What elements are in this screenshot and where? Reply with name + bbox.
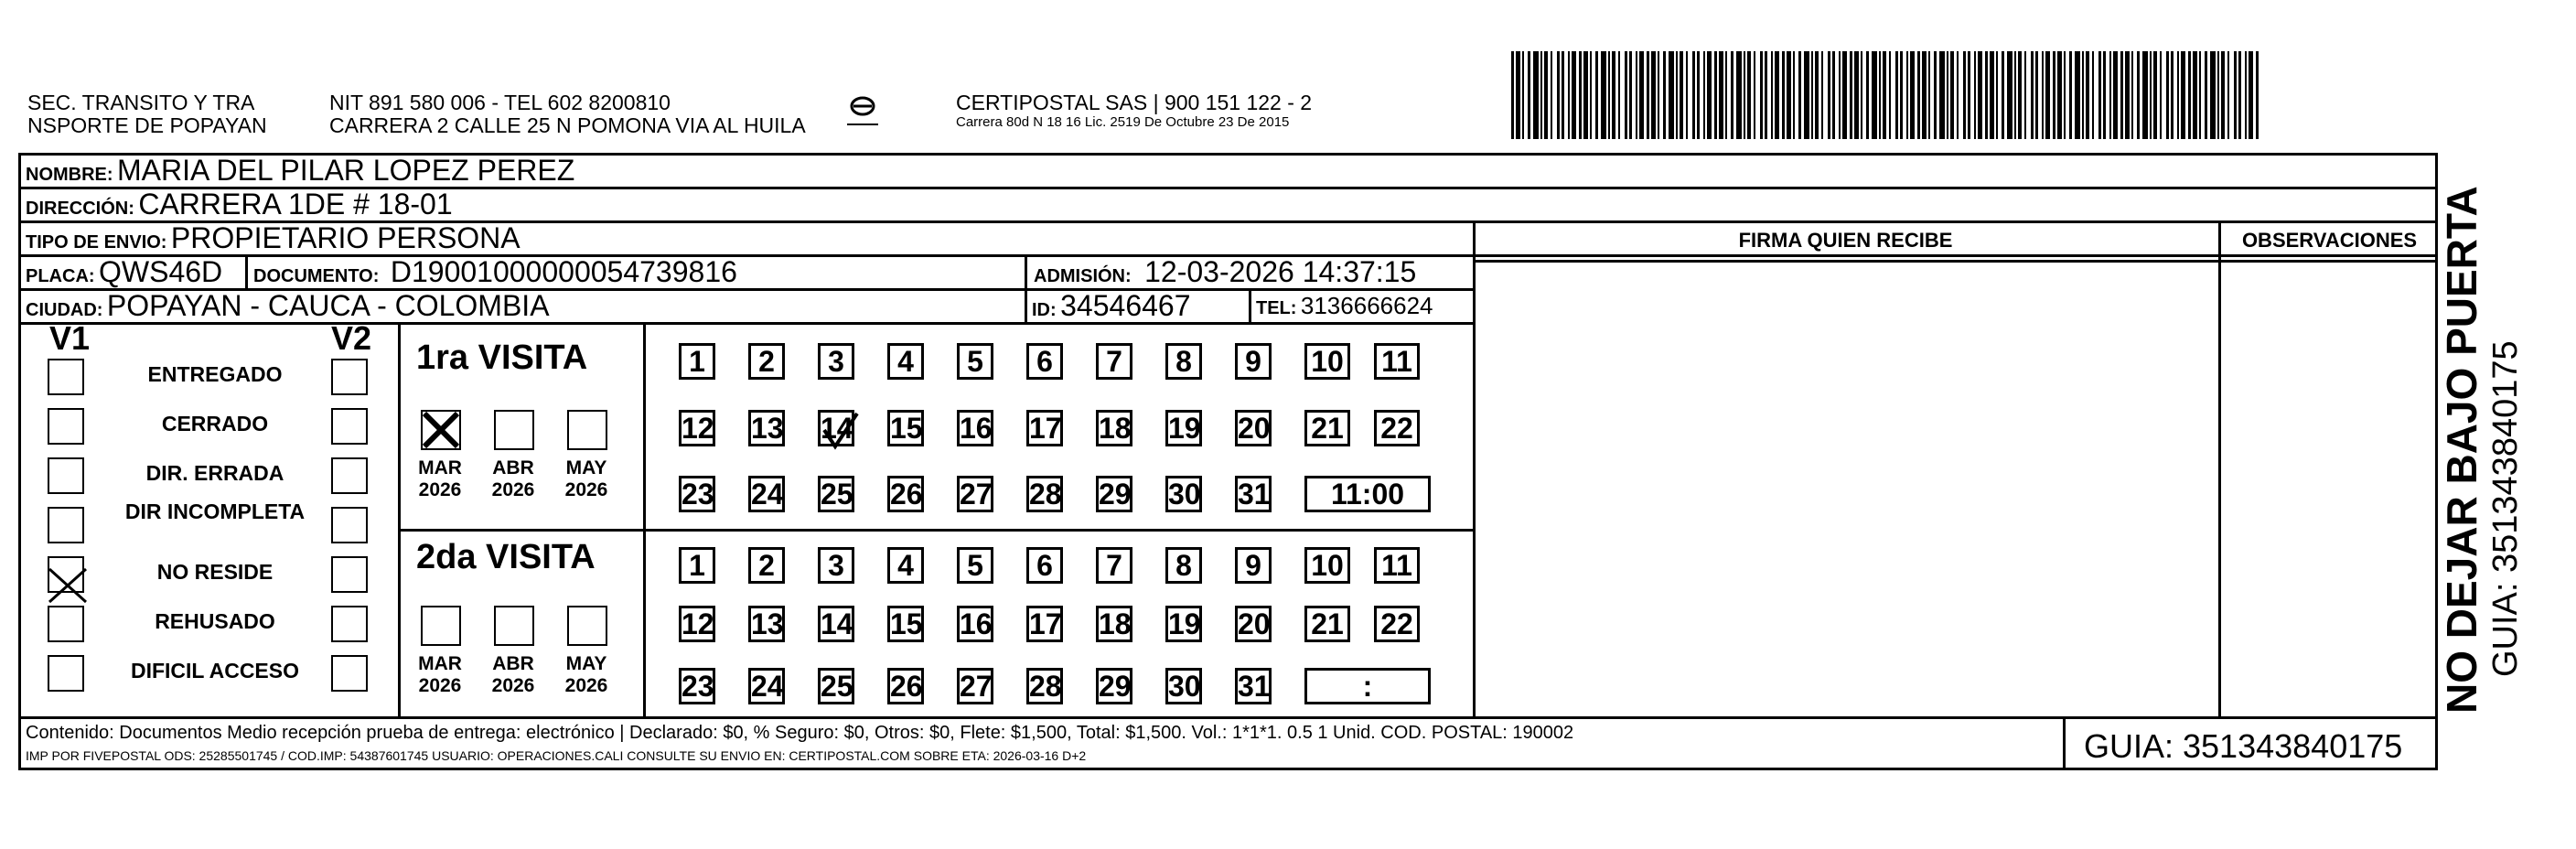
barcode-bar	[1725, 51, 1727, 139]
barcode-bar	[1595, 51, 1598, 139]
day-box[interactable]: 16	[957, 410, 993, 446]
day-box[interactable]: 9	[1235, 343, 1272, 380]
barcode-bar	[1669, 51, 1674, 139]
barcode-bar	[2171, 51, 2174, 139]
tel-field: TEL: 3136666624	[1256, 292, 1433, 319]
barcode-bar	[2018, 51, 2022, 139]
barcode-bar	[1957, 51, 1959, 139]
barcode-bar	[1922, 51, 1927, 139]
month-label: MAY 2026	[564, 457, 608, 500]
day-box[interactable]: 10	[1304, 343, 1350, 380]
admision-field: ADMISIÓN: 12-03-2026 14:37:15	[1034, 255, 1417, 288]
barcode-bar	[2227, 51, 2229, 139]
barcode-bar	[2031, 51, 2034, 139]
barcode-bar	[1821, 51, 1823, 139]
barcode-bar	[2245, 51, 2247, 139]
month-label: MAY 2026	[564, 653, 608, 696]
barcode-bar	[2064, 51, 2066, 139]
barcode-bar	[2177, 51, 2179, 139]
reason-label: ENTREGADO	[147, 362, 283, 386]
barcode-bar	[2234, 51, 2237, 139]
barcode-bar	[2035, 51, 2038, 139]
barcode-bar	[1804, 51, 1809, 139]
v1-checkbox[interactable]	[48, 408, 84, 445]
month-checkbox[interactable]	[421, 606, 461, 646]
barcode-bar	[1697, 51, 1700, 139]
barcode-bar	[2113, 51, 2118, 139]
day-box[interactable]: 21	[1304, 410, 1350, 446]
day-box[interactable]: 10	[1304, 547, 1350, 584]
barcode-bar	[2086, 51, 2089, 139]
barcode-bar	[1895, 51, 1898, 139]
barcode-bar	[1950, 51, 1954, 139]
barcode-bar	[2150, 51, 2152, 139]
v1-checkbox[interactable]	[48, 655, 84, 692]
barcode-bar	[1568, 51, 1570, 139]
sender-nit: NIT 891 580 006 - TEL 602 8200810 CARRERA 2 CALLE 25 N POMONA VIA AL HUILA	[329, 91, 806, 137]
barcode-bar	[1686, 51, 1688, 139]
v1-checkbox[interactable]	[48, 606, 84, 642]
barcode-bar	[1572, 51, 1576, 139]
barcode-bar	[1719, 51, 1723, 139]
nombre-value: MARIA DEL PILAR LOPEZ PEREZ	[117, 154, 575, 187]
barcode-bar	[2082, 51, 2084, 139]
barcode-bar	[2120, 51, 2123, 139]
month-checkbox[interactable]	[567, 606, 607, 646]
barcode-bar	[2199, 51, 2201, 139]
v2-checkbox[interactable]	[331, 655, 368, 692]
barcode-bar	[1590, 51, 1592, 139]
day-box[interactable]: 31	[1235, 668, 1272, 704]
month-label: MAR 2026	[418, 653, 462, 696]
day-box[interactable]: 31	[1235, 476, 1272, 512]
barcode-bar	[1601, 51, 1606, 139]
day-14-checkmark	[821, 410, 861, 450]
barcode-bar	[1985, 51, 1988, 139]
day-box[interactable]: 17	[1026, 410, 1063, 446]
barcode-bar	[1775, 51, 1779, 139]
observaciones-header: OBSERVACIONES	[2241, 229, 2418, 252]
day-box[interactable]: 16	[957, 606, 993, 642]
barcode-bar	[1947, 51, 1948, 139]
barcode-bar	[1663, 51, 1666, 139]
footer-details: IMP POR FIVEPOSTAL ODS: 25285501745 / COD.IMP: 54387601745 USUARIO: OPERACIONES.CALI CONSULTE SU ENVIO EN: CERTIPOSTAL.COM SOBRE ETA: 2026-03-16 D+2	[26, 748, 1087, 763]
barcode-bar	[1939, 51, 1945, 139]
barcode-bar	[2160, 51, 2162, 139]
day-box[interactable]: 1	[679, 547, 715, 584]
barcode-bar	[2053, 51, 2055, 139]
reason-label: DIR. ERRADA	[145, 461, 284, 485]
barcode-bar	[2188, 51, 2191, 139]
tipo-envio-value: PROPIETARIO PERSONA	[170, 221, 521, 254]
day-box[interactable]: 4	[887, 547, 924, 584]
barcode-bar	[1765, 51, 1767, 139]
barcode-bar	[2092, 51, 2094, 139]
barcode-bar	[1760, 51, 1763, 139]
day-box[interactable]: 29	[1096, 476, 1132, 512]
admision-value: 12-03-2026 14:37:15	[1144, 255, 1417, 288]
barcode-bar	[2007, 51, 2012, 139]
barcode-bar	[1872, 51, 1877, 139]
barcode-bar	[2142, 51, 2148, 139]
sender-name: SEC. TRANSITO Y TRA NSPORTE DE POPAYAN	[27, 91, 267, 137]
day-box[interactable]: 25	[818, 476, 854, 512]
barcode-bar	[2098, 51, 2101, 139]
barcode-bar	[1608, 51, 1610, 139]
barcode-bar	[1583, 51, 1588, 139]
barcode-bar	[1990, 51, 1994, 139]
day-box[interactable]: 7	[1096, 547, 1132, 584]
first-visit-time[interactable]: 11:00	[1304, 476, 1431, 512]
barcode-bar	[1562, 51, 1564, 139]
barcode-bar	[2042, 51, 2044, 139]
documento-value: D19001000000054739816	[390, 255, 737, 288]
day-box[interactable]: 26	[887, 476, 924, 512]
day-box[interactable]: 27	[957, 476, 993, 512]
barcode-bar	[1889, 51, 1891, 139]
tel-value: 3136666624	[1300, 292, 1433, 319]
barcode-bar	[1744, 51, 1745, 139]
barcode-bar	[1883, 51, 1886, 139]
reason-label: CERRADO	[161, 412, 269, 435]
side-warning: NO DEJAR BAJO PUERTA	[2438, 186, 2485, 714]
barcode-bar	[1793, 51, 1795, 139]
day-box[interactable]: 25	[818, 668, 854, 704]
barcode-bar	[1771, 51, 1773, 139]
day-box[interactable]: 19	[1165, 606, 1202, 642]
v1-checkbox[interactable]	[48, 507, 84, 543]
day-box[interactable]: 24	[748, 476, 785, 512]
barcode-bar	[1516, 51, 1520, 139]
day-box[interactable]: 24	[748, 668, 785, 704]
barcode-bar	[1854, 51, 1859, 139]
day-box[interactable]: 4	[887, 343, 924, 380]
direccion-row: DIRECCIÓN: CARRERA 1DE # 18-01	[26, 188, 453, 220]
ciudad-field: CIUDAD: POPAYAN - CAUCA - COLOMBIA	[26, 289, 550, 322]
barcode-bar	[1647, 51, 1649, 139]
footer-content: Contenido: Documentos Medio recepción prueba de entrega: electrónico | Declarado: $0, % Seguro: $0, Otros: $0, Flete: $1,500, Total: $1,500. Vol.: 1*1*1. 0.5 1 Unid. COD. POSTAL: 190002	[26, 723, 1574, 743]
day-box[interactable]: 2	[748, 547, 785, 584]
barcode-bar	[1651, 51, 1656, 139]
month-mar-checkmark	[421, 410, 461, 450]
barcode-bar	[2002, 51, 2004, 139]
barcode-bar	[1828, 51, 1830, 139]
day-box[interactable]: 22	[1374, 606, 1420, 642]
v1-label: V1	[49, 319, 91, 357]
v1-checkbox[interactable]	[48, 457, 84, 494]
barcode-bar	[2193, 51, 2197, 139]
barcode-bar	[1618, 51, 1620, 139]
reason-label: DIFICIL ACCESO	[130, 659, 299, 682]
barcode-bar	[1879, 51, 1881, 139]
day-box[interactable]: 15	[887, 606, 924, 642]
barcode-bar	[1839, 51, 1841, 139]
barcode-bar	[1736, 51, 1742, 139]
carrier-info: CERTIPOSTAL SAS | 900 151 122 - 2 Carrera 80d N 18 16 Lic. 2519 De Octubre 23 De 2015	[956, 91, 1313, 130]
day-box[interactable]: 12	[679, 606, 715, 642]
barcode-bar	[1680, 51, 1683, 139]
barcode-bar	[1747, 51, 1751, 139]
month-checkbox[interactable]	[567, 410, 607, 450]
day-box[interactable]: 1	[679, 343, 715, 380]
day-box[interactable]: 30	[1165, 668, 1202, 704]
barcode-bar	[1974, 51, 1976, 139]
month-label: ABR 2026	[491, 457, 535, 500]
barcode-bar	[1676, 51, 1678, 139]
barcode-bar	[1511, 51, 1514, 139]
barcode-bar	[1782, 51, 1785, 139]
v2-checkbox[interactable]	[331, 457, 368, 494]
v2-label: V2	[331, 319, 372, 357]
barcode-bar	[1528, 51, 1530, 139]
barcode-bar	[1714, 51, 1717, 139]
barcode	[1511, 51, 2261, 139]
direccion-value: CARRERA 1DE # 18-01	[138, 188, 453, 220]
barcode-bar	[1850, 51, 1852, 139]
v2-checkbox[interactable]	[331, 408, 368, 445]
barcode-bar	[1707, 51, 1712, 139]
side-panel	[2438, 165, 2575, 714]
day-box[interactable]: 9	[1235, 547, 1272, 584]
barcode-bar	[1968, 51, 1970, 139]
barcode-bar	[2256, 51, 2259, 139]
day-box[interactable]: 21	[1304, 606, 1350, 642]
barcode-bar	[1629, 51, 1632, 139]
barcode-bar	[2249, 51, 2253, 139]
reason-label: DIR INCOMPLETA	[124, 500, 306, 523]
v2-checkbox[interactable]	[331, 606, 368, 642]
day-box[interactable]: 3	[818, 547, 854, 584]
day-box[interactable]: 3	[818, 343, 854, 380]
day-box[interactable]: 23	[679, 476, 715, 512]
barcode-bar	[1544, 51, 1548, 139]
day-box[interactable]: 7	[1096, 343, 1132, 380]
day-box[interactable]: 14	[818, 410, 854, 446]
id-field: ID: 34546467	[1032, 289, 1191, 322]
month-checkbox[interactable]	[494, 410, 534, 450]
barcode-bar	[2109, 51, 2111, 139]
barcode-bar	[1996, 51, 1998, 139]
barcode-bar	[1811, 51, 1813, 139]
barcode-bar	[1978, 51, 1982, 139]
barcode-bar	[1551, 51, 1552, 139]
barcode-bar	[1787, 51, 1791, 139]
barcode-bar	[1557, 51, 1560, 139]
barcode-bar	[2217, 51, 2219, 139]
barcode-bar	[2069, 51, 2072, 139]
day-box[interactable]: 19	[1165, 410, 1202, 446]
day-box[interactable]: 6	[1026, 343, 1063, 380]
barcode-bar	[2131, 51, 2133, 139]
placa-value: QWS46D	[99, 255, 223, 288]
day-box[interactable]: 23	[679, 668, 715, 704]
barcode-bar	[1798, 51, 1801, 139]
v1-checkbox[interactable]	[48, 359, 84, 395]
barcode-bar	[1934, 51, 1937, 139]
barcode-bar	[1692, 51, 1695, 139]
barcode-bar	[1639, 51, 1644, 139]
day-box[interactable]: 13	[748, 410, 785, 446]
month-label: MAR 2026	[418, 457, 462, 500]
day-box[interactable]: 20	[1235, 410, 1272, 446]
id-value: 34546467	[1060, 289, 1191, 322]
barcode-bar	[2238, 51, 2241, 139]
day-box[interactable]: 11	[1374, 547, 1420, 584]
barcode-bar	[2153, 51, 2157, 139]
barcode-bar	[1579, 51, 1582, 139]
day-box[interactable]: 5	[957, 547, 993, 584]
barcode-bar	[1754, 51, 1755, 139]
ciudad-value: POPAYAN - CAUCA - COLOMBIA	[106, 289, 550, 322]
day-box[interactable]: 20	[1235, 606, 1272, 642]
month-checkbox[interactable]	[494, 606, 534, 646]
reason-label: NO RESIDE	[156, 560, 274, 584]
barcode-bar	[2210, 51, 2216, 139]
second-visit-title: 2da VISITA	[416, 538, 596, 576]
barcode-bar	[2166, 51, 2169, 139]
barcode-bar	[1625, 51, 1627, 139]
nombre-row: NOMBRE: MARIA DEL PILAR LOPEZ PEREZ	[26, 154, 575, 187]
placa-field: PLACA: QWS46D	[26, 255, 223, 288]
day-box[interactable]: 13	[748, 606, 785, 642]
barcode-bar	[1636, 51, 1637, 139]
side-guia: GUIA: 351343840175	[2486, 340, 2525, 677]
day-box[interactable]: 18	[1096, 410, 1132, 446]
day-box[interactable]: 28	[1026, 476, 1063, 512]
day-box[interactable]: 8	[1165, 343, 1202, 380]
v2-checkbox[interactable]	[331, 507, 368, 543]
day-box[interactable]: 28	[1026, 668, 1063, 704]
barcode-bar	[1928, 51, 1930, 139]
day-box[interactable]: 26	[887, 668, 924, 704]
barcode-bar	[1861, 51, 1862, 139]
barcode-bar	[1540, 51, 1542, 139]
barcode-bar	[1731, 51, 1733, 139]
no-reside-checkmark	[48, 565, 88, 606]
barcode-bar	[1533, 51, 1539, 139]
footer-guia: GUIA: 351343840175	[2084, 727, 2403, 765]
day-box[interactable]: 30	[1165, 476, 1202, 512]
barcode-bar	[2137, 51, 2140, 139]
barcode-bar	[1703, 51, 1705, 139]
day-box[interactable]: 18	[1096, 606, 1132, 642]
barcode-bar	[1612, 51, 1615, 139]
day-box[interactable]: 6	[1026, 547, 1063, 584]
barcode-bar	[1866, 51, 1869, 139]
day-box[interactable]: 11	[1374, 343, 1420, 380]
second-visit-time[interactable]: :	[1304, 668, 1431, 704]
documento-field: DOCUMENTO: D19001000000054739816	[253, 255, 737, 288]
barcode-bar	[1900, 51, 1903, 139]
barcode-bar	[1842, 51, 1847, 139]
day-box[interactable]: 15	[887, 410, 924, 446]
barcode-bar	[2205, 51, 2207, 139]
barcode-bar	[1658, 51, 1659, 139]
day-box[interactable]: 29	[1096, 668, 1132, 704]
day-box[interactable]: 22	[1374, 410, 1420, 446]
barcode-bar	[2103, 51, 2106, 139]
barcode-bar	[1522, 51, 1524, 139]
barcode-bar	[2045, 51, 2050, 139]
day-box[interactable]: 27	[957, 668, 993, 704]
day-box[interactable]: 8	[1165, 547, 1202, 584]
first-visit-title: 1ra VISITA	[416, 339, 588, 377]
barcode-bar	[2057, 51, 2062, 139]
barcode-bar	[1832, 51, 1835, 139]
day-box[interactable]: 12	[679, 410, 715, 446]
barcode-bar	[1906, 51, 1908, 139]
tipo-envio-row: TIPO DE ENVIO: PROPIETARIO PERSONA	[26, 221, 521, 254]
firma-header: FIRMA QUIEN RECIBE	[1738, 229, 1953, 252]
v2-checkbox[interactable]	[331, 556, 368, 593]
barcode-bar	[2181, 51, 2185, 139]
day-box[interactable]: 5	[957, 343, 993, 380]
barcode-bar	[2014, 51, 2016, 139]
day-box[interactable]: 17	[1026, 606, 1063, 642]
barcode-bar	[2075, 51, 2080, 139]
barcode-bar	[2125, 51, 2130, 139]
barcode-bar	[1910, 51, 1915, 139]
barcode-bar	[1963, 51, 1966, 139]
barcode-bar	[2221, 51, 2225, 139]
reason-label: REHUSADO	[155, 609, 275, 633]
v2-checkbox[interactable]	[331, 359, 368, 395]
day-box[interactable]: 2	[748, 343, 785, 380]
month-label: ABR 2026	[491, 653, 535, 696]
carrier-logo-icon	[842, 90, 884, 132]
barcode-bar	[1815, 51, 1819, 139]
day-box[interactable]: 14	[818, 606, 854, 642]
barcode-bar	[1917, 51, 1920, 139]
barcode-bar	[2024, 51, 2026, 139]
